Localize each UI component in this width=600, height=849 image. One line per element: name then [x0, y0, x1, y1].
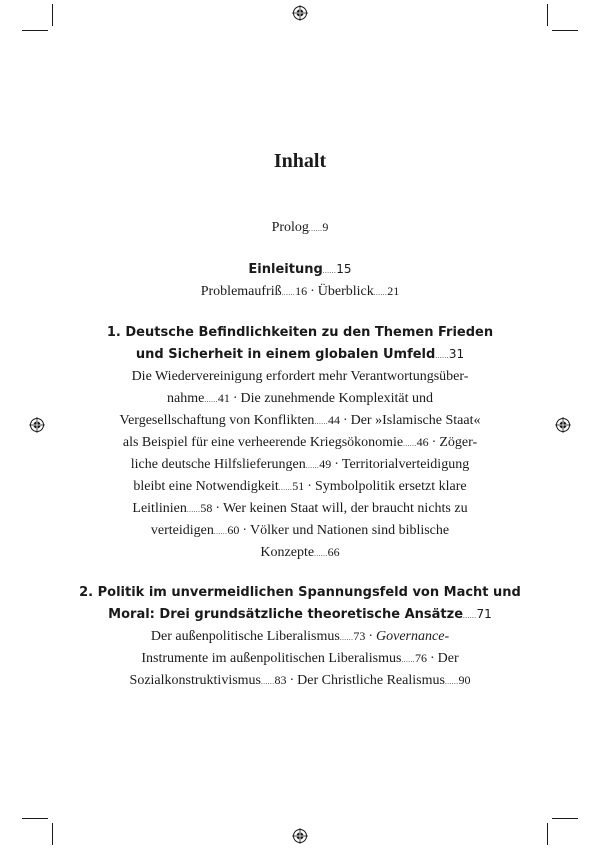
- toc-label: Territorialverteidigung: [341, 457, 470, 472]
- toc-label: Zöger-: [439, 435, 478, 450]
- toc-entry-einleitung: [0, 262, 600, 278]
- toc-page: 44: [327, 413, 340, 427]
- toc-label: liche deutsche Hilfslieferungen: [130, 457, 306, 472]
- toc-page: 73: [353, 629, 366, 643]
- toc-label: nahme: [167, 391, 205, 406]
- dot-leader: ......: [314, 418, 328, 426]
- separator: ·: [334, 457, 339, 472]
- toc-label: Instrumente im außenpolitischen Liberalismus: [141, 651, 402, 666]
- toc-page: 41: [217, 391, 230, 405]
- chapter-2-line-2: [0, 651, 600, 667]
- toc-label: Leitlinien: [132, 501, 187, 516]
- crop-mark-top-left-v: [52, 4, 53, 26]
- separator: ·: [215, 501, 221, 516]
- hyphen: -: [444, 629, 450, 644]
- separator: ·: [429, 651, 435, 666]
- toc-label: bleibt eine Notwendigkeit: [133, 479, 279, 494]
- chapter-2-line-1: [0, 629, 600, 645]
- toc-subentries-einleitung: [0, 284, 600, 300]
- crop-mark-top-right-v: [547, 4, 548, 26]
- crop-mark-top-right-h: [552, 30, 578, 31]
- registration-mark-bottom-icon: [292, 828, 308, 844]
- separator: ·: [342, 413, 348, 428]
- toc-label: Der Christliche Realismus: [297, 673, 445, 688]
- toc-label: Der »Islamische Staat«: [350, 413, 481, 428]
- chapter-2-heading-line-1: 2. Politik im unvermeidlichen Spannungsfeld von Macht und: [79, 585, 521, 600]
- dot-leader: ......: [435, 352, 449, 360]
- dot-leader: ......: [373, 289, 388, 297]
- toc-page: 31: [448, 347, 465, 361]
- chapter-1-line-8: [0, 523, 600, 539]
- dot-leader: ......: [444, 678, 459, 686]
- toc-page: 46: [416, 435, 429, 449]
- toc-label: Sozialkonstruktivismus: [129, 673, 261, 688]
- registration-mark-top-icon: [292, 5, 308, 21]
- dot-leader: ......: [401, 656, 415, 664]
- toc-label: Symbolpolitik ersetzt klare: [314, 479, 467, 494]
- toc-label: Völker und Nationen sind biblische: [250, 523, 450, 538]
- separator: ·: [307, 479, 312, 494]
- toc-page: 9: [322, 220, 329, 234]
- chapter-1-line-5: [0, 457, 600, 473]
- chapter-1-heading-line-2: [0, 347, 600, 363]
- dot-leader: ......: [204, 396, 218, 404]
- toc-label-italic: Governance: [376, 629, 445, 644]
- chapter-1-line-3: [0, 413, 600, 429]
- toc-label: Der: [437, 651, 459, 666]
- chapter-1-line-6: [0, 479, 600, 495]
- toc-entry-prolog: [0, 220, 600, 236]
- chapter-2-line-3: [0, 673, 600, 689]
- toc-page: 60: [227, 523, 240, 537]
- toc-heading: Einleitung: [248, 262, 323, 277]
- chapter-1-line-1: Die Wiedervereinigung erfordert mehr Verantwortungsüber-: [131, 369, 469, 384]
- toc-label: Vergesellschaftung von Konflikten: [119, 413, 315, 428]
- toc-page: 66: [327, 545, 340, 559]
- page-title: Inhalt: [273, 150, 327, 172]
- toc-label: Problemaufriß: [200, 284, 282, 299]
- chapter-2-heading-line-2: [0, 607, 600, 623]
- toc-page: 15: [336, 262, 352, 276]
- toc-page: 83: [274, 673, 287, 687]
- toc-page: 58: [200, 501, 213, 515]
- chapter-1-line-2: [0, 391, 600, 407]
- chapter-1-line-9: [0, 545, 600, 561]
- toc-page: 16: [295, 284, 308, 298]
- dot-leader: ......: [314, 550, 328, 558]
- crop-mark-bottom-right-v: [547, 823, 548, 845]
- toc-label: als Beispiel für eine verheerende Kriegsökonomie: [122, 435, 404, 450]
- toc-label: Wer keinen Staat will, der braucht nichts zu: [223, 501, 468, 516]
- crop-mark-top-left-h: [22, 30, 48, 31]
- dot-leader: ......: [339, 634, 354, 642]
- dot-leader: ......: [305, 462, 320, 470]
- crop-mark-bottom-left-h: [22, 818, 48, 819]
- toc-page: 71: [476, 607, 492, 621]
- toc-label: Der außenpolitische Liberalismus: [150, 629, 340, 644]
- toc-label: Prolog: [271, 220, 309, 235]
- chapter-1-line-7: [0, 501, 600, 517]
- toc-page: 76: [414, 651, 427, 665]
- chapter-1-heading-line-1: 1. Deutsche Befindlichkeiten zu den Themen Frieden: [106, 325, 494, 340]
- dot-leader: ......: [278, 484, 293, 492]
- toc-label: Überblick: [317, 284, 374, 299]
- toc-page: 51: [292, 479, 305, 493]
- separator: ·: [310, 284, 315, 299]
- toc-heading: Moral: Drei grundsätzliche theoretische Ansätze: [108, 607, 464, 622]
- dot-leader: ......: [213, 528, 228, 536]
- toc-label: Die zunehmende Komplexität und: [240, 391, 433, 406]
- separator: ·: [368, 629, 374, 644]
- toc-page: 49: [319, 457, 332, 471]
- separator: ·: [232, 391, 238, 406]
- toc-page: 21: [387, 284, 400, 298]
- toc-heading: und Sicherheit in einem globalen Umfeld: [135, 347, 436, 362]
- toc-page: 90: [458, 673, 471, 687]
- chapter-1-line-4: [0, 435, 600, 451]
- separator: ·: [242, 523, 248, 538]
- dot-leader: ......: [261, 678, 275, 686]
- dot-leader: ......: [281, 289, 296, 297]
- dot-leader: ......: [322, 267, 337, 275]
- toc-label: verteidigen: [150, 523, 214, 538]
- toc-label: Konzepte: [260, 545, 315, 560]
- crop-mark-bottom-right-h: [552, 818, 578, 819]
- dot-leader: ......: [403, 440, 417, 448]
- separator: ·: [431, 435, 437, 450]
- dot-leader: ......: [186, 506, 201, 514]
- dot-leader: ......: [308, 225, 323, 233]
- crop-mark-bottom-left-v: [52, 823, 53, 845]
- separator: ·: [289, 673, 295, 688]
- dot-leader: ......: [463, 612, 477, 620]
